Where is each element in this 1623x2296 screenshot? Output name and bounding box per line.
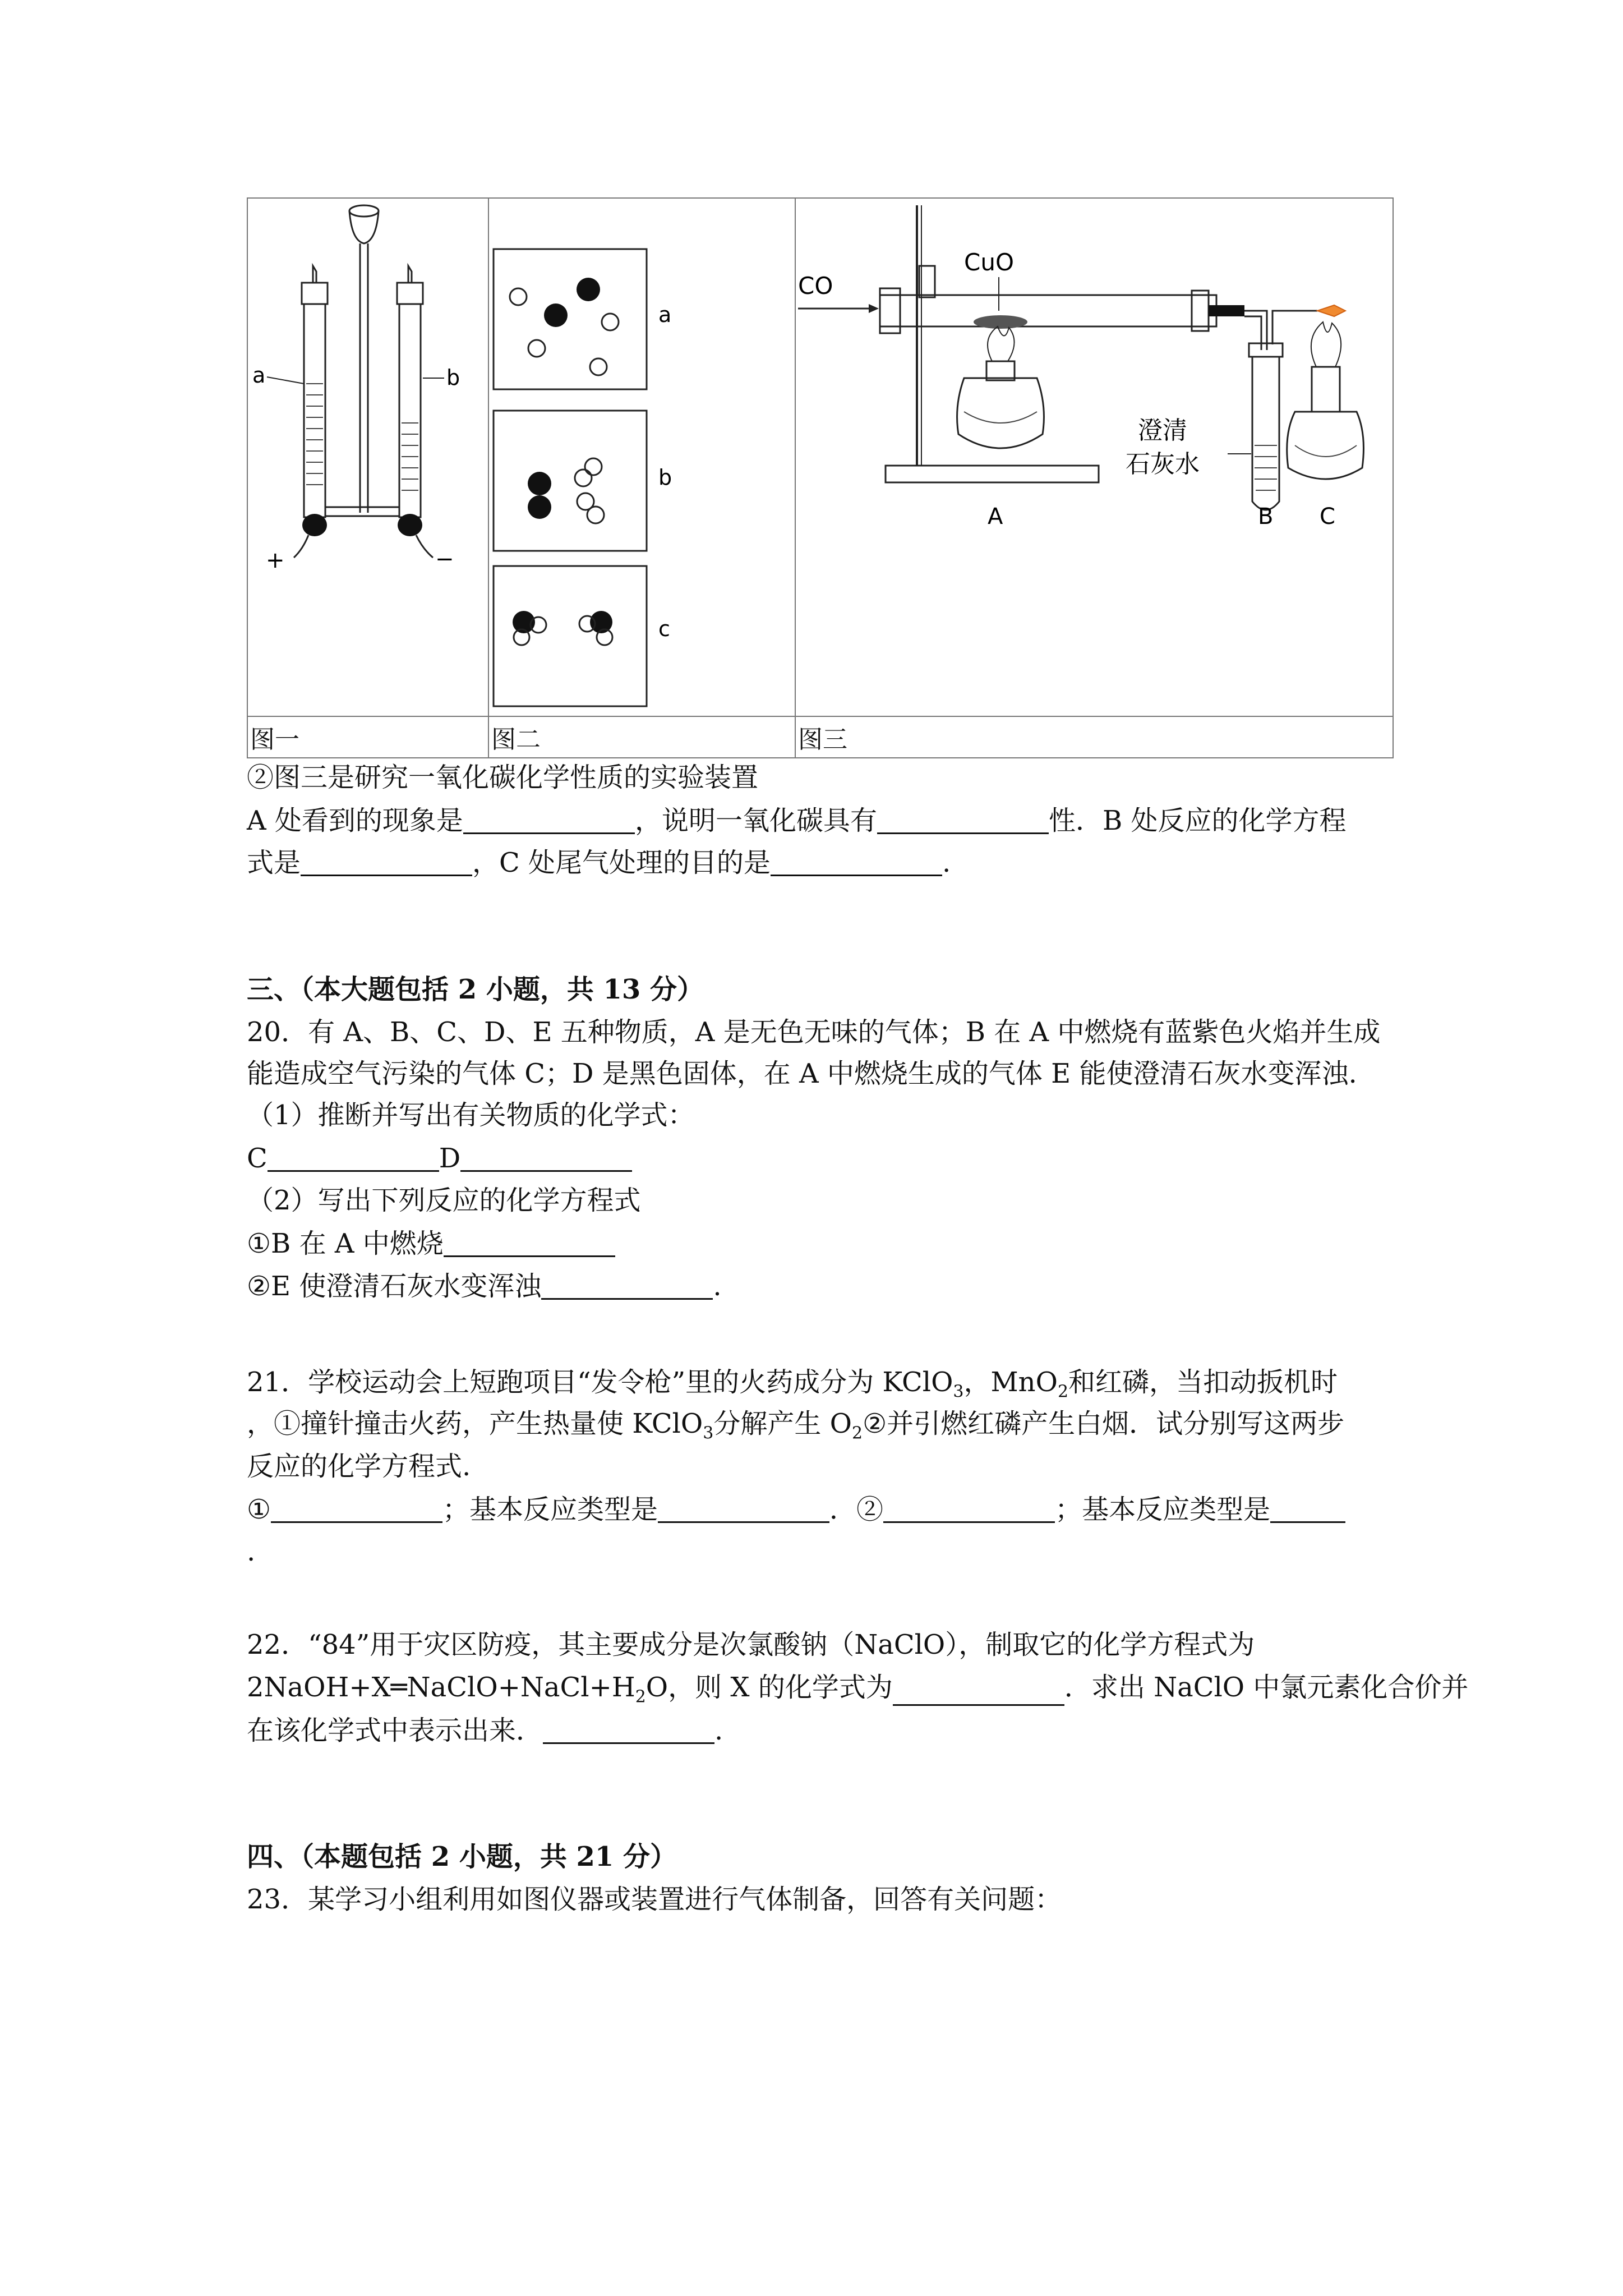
fig3-label-b: B <box>1258 504 1274 530</box>
q22-line2-text-c: ．求出 NaClO 中氯元素化合价并 <box>1064 1672 1469 1703</box>
q21-line4-text-d: ；基本反应类型是 <box>1055 1494 1271 1525</box>
q21-line4-text-a: ① <box>247 1494 271 1525</box>
q19-blank-purpose[interactable] <box>771 849 942 876</box>
fig3-label-c: C <box>1320 504 1335 530</box>
q19-blank-property[interactable] <box>877 807 1049 834</box>
q22-line2 <box>247 1674 1468 1706</box>
q19-line1-text-a: A 处看到的现象是 <box>247 805 463 836</box>
q21-line4-text-c: ．② <box>829 1494 884 1525</box>
fig1-label-b: b <box>446 365 460 390</box>
fig1-label-plus: + <box>266 547 285 573</box>
q20-line1: 20．有 A、B、C、D、E 五种物质，A 是无色无味的气体；B 在 A 中燃烧有蓝紫色火焰并生成 <box>247 1016 1381 1048</box>
q22-line2-text-b: O，则 X 的化学式为 <box>645 1672 893 1703</box>
q20-r2-text: ②E 使澄清石灰水变浑浊 <box>247 1271 542 1302</box>
q19-line1-text-b: ，说明一氧化碳具有 <box>634 805 877 836</box>
fig1-label-a: a <box>252 363 266 388</box>
fig3-label-limewater-2: 石灰水 <box>1126 450 1200 478</box>
figure-table <box>247 197 1394 758</box>
q19-item2-title: ②图三是研究一氧化碳化学性质的实验装置 <box>247 762 759 793</box>
q22-line1: 22．“84”用于灾区防疫，其主要成分是次氯酸钠（NaClO），制取它的化学方程式为 <box>247 1629 1255 1660</box>
q22-line3-text-a: 在该化学式中表示出来． <box>247 1715 543 1746</box>
q19-blank-equation[interactable] <box>301 849 472 876</box>
caption-fig2: 图二 <box>488 716 795 758</box>
q22-line3-text-b: . <box>714 1715 723 1746</box>
molecule-model-image <box>489 199 795 714</box>
q21-line4 <box>247 1496 1345 1523</box>
q22-line2-text-a: 2NaOH+X═NaClO+NaCl+H <box>247 1672 635 1703</box>
q21-line1-text-a: 21．学校运动会上短跑项目“发令枪”里的火药成分为 KClO <box>247 1366 953 1398</box>
q20-r1 <box>247 1230 615 1257</box>
fig3-label-limewater-1: 澄清 <box>1138 416 1187 445</box>
q21-sub-2a: 2 <box>1057 1382 1069 1402</box>
co-reduction-apparatus-image <box>796 199 1393 714</box>
caption-fig3: 图三 <box>795 716 1393 758</box>
caption-fig1: 图一 <box>247 716 488 758</box>
q19-line2-text-c: . <box>942 847 951 878</box>
q21-line2-text-b: 分解产生 O <box>713 1408 852 1439</box>
q21-sub-3b: 3 <box>703 1423 714 1443</box>
q21-blank-type1[interactable] <box>658 1496 829 1523</box>
q22-line3 <box>247 1717 723 1744</box>
q21-line1-text-c: 和红磷，当扣动扳机时 <box>1068 1366 1338 1398</box>
figure-1-cell <box>247 198 488 716</box>
q21-line2 <box>247 1410 1344 1442</box>
q21-blank-eq1[interactable] <box>271 1496 442 1523</box>
q21-line3: 反应的化学方程式. <box>247 1451 471 1482</box>
q20-line2: 能造成空气污染的气体 C；D 是黑色固体，在 A 中燃烧生成的气体 E 能使澄清石灰水变浑浊. <box>247 1058 1357 1089</box>
fig2-label-b: b <box>658 465 672 490</box>
q22-blank-x[interactable] <box>893 1678 1064 1706</box>
q21-sub-3a: 3 <box>953 1382 964 1402</box>
figure-3-cell <box>795 198 1393 716</box>
fig3-label-a: A <box>988 504 1003 530</box>
q22-sub-2: 2 <box>635 1687 646 1707</box>
section3-heading: 三、（本大题包括 2 小题，共 13 分） <box>247 974 704 1005</box>
q21-blank-type2[interactable] <box>1270 1496 1345 1523</box>
q20-sub1: （1）推断并写出有关物质的化学式： <box>247 1099 695 1131</box>
figure-2-cell <box>488 198 795 716</box>
fig1-label-minus: − <box>435 546 454 572</box>
q21-sub-2b: 2 <box>851 1423 863 1443</box>
q21-line2-text-a: ，①撞针撞击火药，产生热量使 KClO <box>247 1408 703 1439</box>
fig2-label-a: a <box>658 302 672 327</box>
q20-blank-r2[interactable] <box>541 1272 713 1300</box>
q19-line2-text-b: ，C 处尾气处理的目的是 <box>472 847 771 878</box>
fig2-label-c: c <box>658 616 670 641</box>
q20-label-d: D <box>439 1143 461 1174</box>
q20-blank-c[interactable] <box>268 1144 439 1172</box>
q20-r1-text: ①B 在 A 中燃烧 <box>247 1228 444 1259</box>
q21-line5: . <box>247 1536 256 1567</box>
q19-line1 <box>247 807 1347 834</box>
q20-label-c: C <box>247 1143 268 1174</box>
q21-line2-text-c: ②并引燃红磷产生白烟．试分别写这两步 <box>863 1408 1345 1439</box>
q22-blank-valence[interactable] <box>543 1717 714 1744</box>
q19-blank-phenomenon[interactable] <box>463 807 635 834</box>
electrolysis-apparatus-image <box>248 199 488 714</box>
fig3-label-cuo: CuO <box>964 249 1015 276</box>
q21-line1-text-b: ，MnO <box>963 1366 1058 1398</box>
section4-heading: 四、（本题包括 2 小题，共 21 分） <box>247 1841 677 1872</box>
q19-line1-text-c: 性．B 处反应的化学方程 <box>1048 805 1347 836</box>
q19-line2-text-a: 式是 <box>247 847 301 878</box>
q21-blank-eq2[interactable] <box>883 1496 1055 1523</box>
q20-sub2: （2）写出下列反应的化学方程式 <box>247 1185 641 1216</box>
q20-r2 <box>247 1272 722 1300</box>
q20-blank-r1[interactable] <box>444 1230 615 1257</box>
q20-r2-end: . <box>713 1271 722 1302</box>
q21-line1 <box>247 1366 1338 1402</box>
q21-line4-text-b: ；基本反应类型是 <box>442 1494 658 1525</box>
fig3-label-co: CO <box>798 272 833 300</box>
q23-line1: 23．某学习小组利用如图仪器或装置进行气体制备，回答有关问题： <box>247 1884 1062 1915</box>
q20-blanks-cd <box>247 1144 632 1172</box>
q20-blank-d[interactable] <box>460 1144 632 1172</box>
q19-line2 <box>247 849 951 876</box>
